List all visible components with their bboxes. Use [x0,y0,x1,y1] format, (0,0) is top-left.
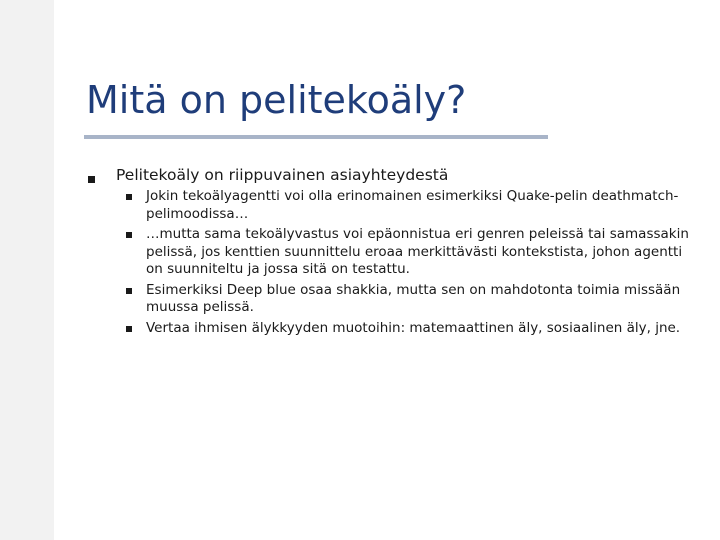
bullet-item [84,164,694,337]
title-underline [84,135,548,139]
sub-bullet-text: Jokin tekoälyagentti voi olla erinomainen esimerkiksi Quake-pelin deathmatch-pelimoodissa… [146,188,679,222]
square-bullet-icon [88,176,95,183]
square-bullet-icon [126,232,132,238]
slide-title: Mitä on pelitekoäly? [86,78,467,122]
sub-bullet-text: …mutta sama tekoälyvastus voi epäonnistua eri genren peleissä tai samassakin pelissä, jos kenttien suunnittelu eroaa merkittävästi kontekstista, johon agentti on suunniteltu ja jossa sitä on testattu. [146,226,689,277]
sub-bullet-list [116,188,694,337]
sub-bullet-item [116,320,694,338]
square-bullet-icon [126,288,132,294]
square-bullet-icon [126,194,132,200]
sub-bullet-text: Vertaa ihmisen älykkyyden muotoihin: matemaattinen äly, sosiaalinen äly, jne. [146,319,681,336]
sub-bullet-item [116,282,694,317]
square-bullet-icon [126,326,132,332]
sub-bullet-text: Esimerkiksi Deep blue osaa shakkia, mutta sen on mahdotonta toimia missään muussa pelissä. [146,281,681,315]
bullet-list [84,164,694,340]
sub-bullet-item [116,188,694,223]
bullet-text: Pelitekoäly on riippuvainen asiayhteydestä [116,166,449,184]
sub-bullet-item [116,226,694,279]
